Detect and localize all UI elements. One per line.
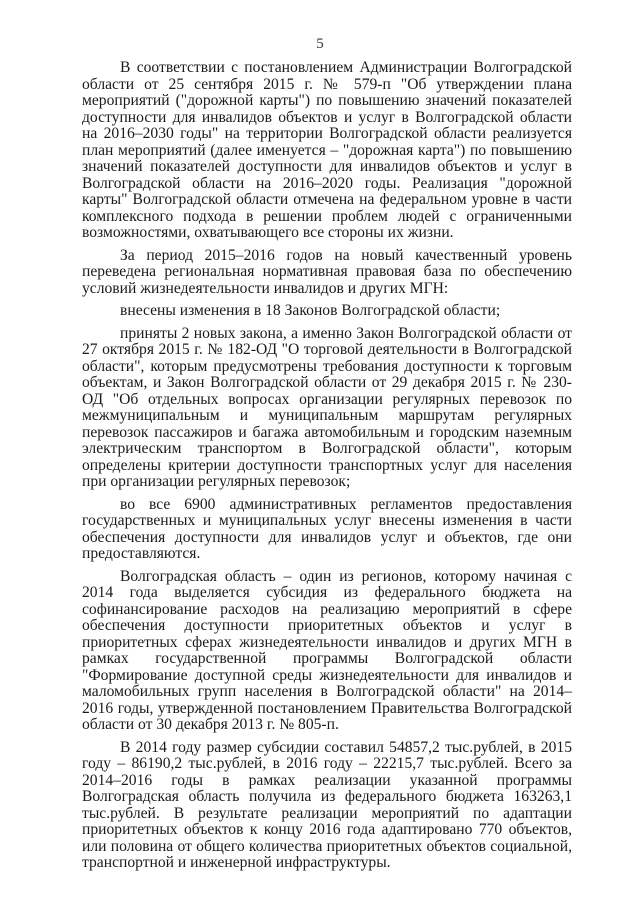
paragraph-roadmap: В соответствии с постановлением Администрации Волгоградской области от 25 сентября 2015 г. № 579-п "Об утверждении плана мероприятий ("дорожной карты") по повышению значений показателей доступности для инвалидов объектов и услуг в Волгоградской области на 2016–2030 годы" на территории Волгоградской области реализуется план мероприятий (далее именуется – "дорожная карта") по повышению значений показателей доступности для инвалидов объектов и услуг в Волгоградской области на 2016–2020 годы. Реализация "дорожной карты" Волгоградской области отмечена на федеральном уровне в части комплексного подхода в решении проблем людей с ограниченными возможностями, охватывающего все стороны их жизни.	[82, 59, 572, 241]
paragraph-regulations: во все 6900 административных регламентов предоставления государственных и муниципальных услуг внесены изменения в части обеспечения доступности для инвалидов услуг и объектов, где они предоставляются.	[82, 495, 572, 562]
paragraph-subsidy-amounts: В 2014 году размер субсидии составил 54857,2 тыс.рублей, в 2015 году – 86190,2 тыс.рублей, в 2016 году – 22215,7 тыс.рублей. Всего за 2014–2016 годы в рамках реализации указанной программы Волгоградская область получила из федерального бюджета 163263,1 тыс.рублей. В результате реализации мероприятий по адаптации приоритетных объектов к концу 2016 года адаптировано 770 объектов, или половина от общего количества приоритетных объектов социальной, транспортной и инженерной инфраструктуры.	[82, 738, 572, 871]
paragraph-laws-amended: внесены изменения в 18 Законов Волгоградской области;	[120, 302, 501, 319]
paragraph-subsidy-program: Волгоградская область – один из регионов, которому начиная с 2014 года выделяется субсидия из федерального бюджета на софинансирование расходов на реализацию мероприятий в сфере обеспечения доступности приоритетных объектов и услуг в приоритетных сферах жизнедеятельности инвалидов и других МГН в рамках государственной программы Волгоградской области "Формирование доступной среды жизнедеятельности для инвалидов и маломобильных групп населения в Волгоградской области" на 2014–2016 годы, утвержденной постановлением Правительства Волгоградской области от 30 декабря 2013 г. № 805-п.	[82, 567, 572, 733]
paragraph-new-laws: приняты 2 новых закона, а именно Закон Волгоградской области от 27 октября 2015 г. № 182-ОД "О торговой деятельности в Волгоградской области", которым предусмотрены требования доступности к торговым объектам, и Закон Волгоградской области от 29 декабря 2015 г. № 230-ОД "Об отдельных вопросах организации регулярных перевозок по межмуниципальным и муниципальным маршрутам регулярных перевозок пассажиров и багажа автомобильным и городским наземным электрическим транспортом в Волгоградской области", которым определены критерии доступности транспортных услуг для населения при организации регулярных перевозок;	[82, 324, 572, 490]
paragraph-regulatory-base: За период 2015–2016 годов на новый качественный уровень переведена региональная нормативная правовая база по обеспечению условий жизнедеятельности инвалидов и других МГН:	[82, 246, 572, 297]
document-body	[82, 60, 572, 878]
page-number: 5	[316, 36, 324, 52]
